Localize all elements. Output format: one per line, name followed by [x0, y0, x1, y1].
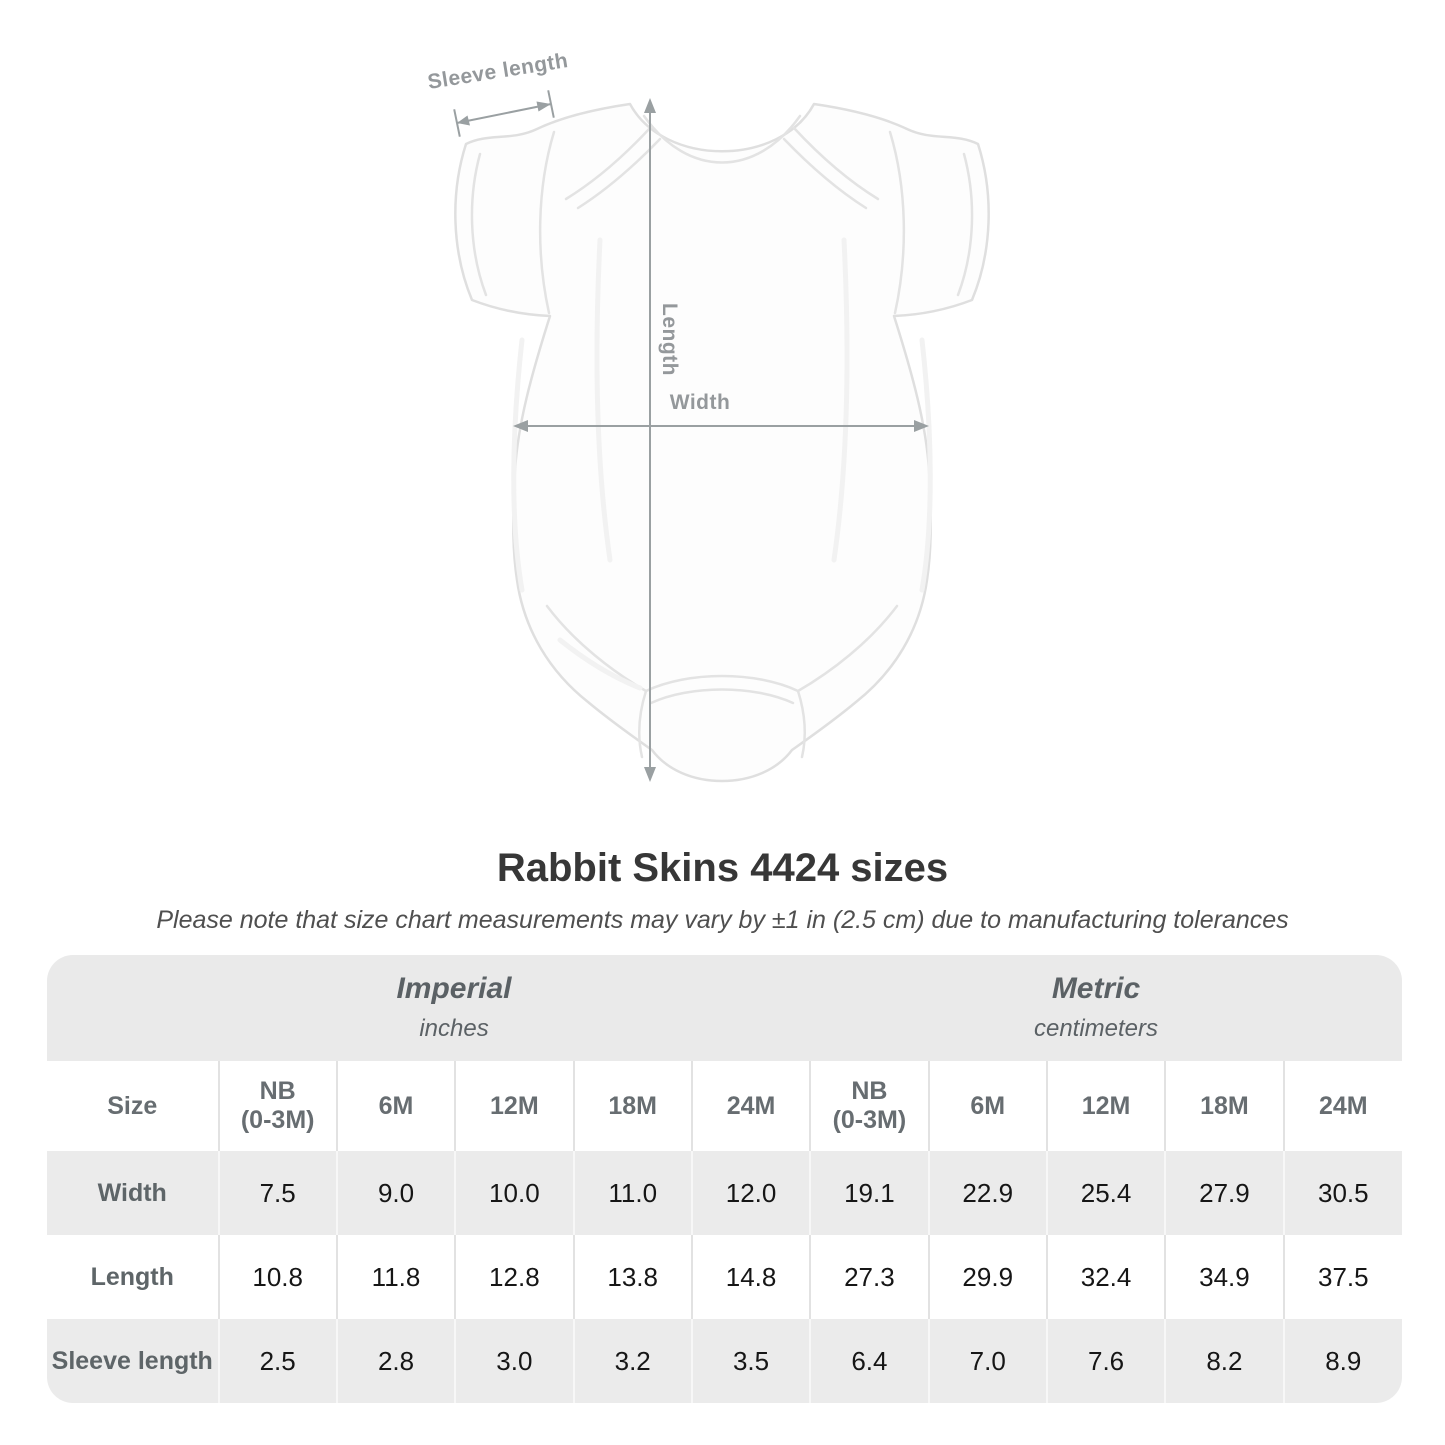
- width-value-cell: 30.5: [1284, 1151, 1402, 1235]
- sleeve-value-cell: 3.5: [692, 1319, 810, 1403]
- width-label: Width: [669, 391, 731, 414]
- row-label-width: Width: [47, 1151, 219, 1235]
- column-header-nb-imperial: NB (0-3M): [219, 1061, 337, 1151]
- width-value-cell: 12.0: [692, 1151, 810, 1235]
- column-header-12m-imperial: 12M: [455, 1061, 573, 1151]
- sleeve-length-row: [47, 1319, 1402, 1403]
- size-table: [47, 955, 1402, 1403]
- column-header-18m-metric: 18M: [1165, 1061, 1283, 1151]
- tolerance-note: Please note that size chart measurements may vary by ±1 in (2.5 cm) due to manufacturing tolerances: [156, 906, 1289, 934]
- column-header-6m-metric: 6M: [929, 1061, 1047, 1151]
- size-measurements-table: [47, 1061, 1402, 1403]
- column-header-12m-metric: 12M: [1047, 1061, 1165, 1151]
- length-value-cell: 29.9: [929, 1235, 1047, 1319]
- size-column-header: Size: [47, 1061, 219, 1151]
- width-value-cell: 25.4: [1047, 1151, 1165, 1235]
- metric-label: Metric: [1051, 972, 1141, 1005]
- length-value-cell: 13.8: [574, 1235, 692, 1319]
- length-value-cell: 32.4: [1047, 1235, 1165, 1319]
- length-value-cell: 37.5: [1284, 1235, 1402, 1319]
- width-value-cell: 27.9: [1165, 1151, 1283, 1235]
- sleeve-value-cell: 8.9: [1284, 1319, 1402, 1403]
- column-header-row: [47, 1061, 1402, 1151]
- length-value-cell: 14.8: [692, 1235, 810, 1319]
- length-label: Length: [658, 303, 681, 376]
- column-header-18m-imperial: 18M: [574, 1061, 692, 1151]
- column-header-24m-imperial: 24M: [692, 1061, 810, 1151]
- width-value-cell: 10.0: [455, 1151, 573, 1235]
- width-value-cell: 22.9: [929, 1151, 1047, 1235]
- width-value-cell: 7.5: [219, 1151, 337, 1235]
- metric-unit-label: centimeters: [1033, 1015, 1159, 1042]
- sleeve-value-cell: 2.8: [337, 1319, 455, 1403]
- width-value-cell: 9.0: [337, 1151, 455, 1235]
- length-value-cell: 27.3: [810, 1235, 928, 1319]
- sleeve-length-label: Sleeve length: [426, 49, 570, 94]
- sleeve-value-cell: 3.2: [574, 1319, 692, 1403]
- row-label-sleeve-length: Sleeve length: [47, 1319, 219, 1403]
- length-row: [47, 1235, 1402, 1319]
- width-value-cell: 19.1: [810, 1151, 928, 1235]
- page-title: Rabbit Skins 4424 sizes: [496, 846, 949, 890]
- length-value-cell: 34.9: [1165, 1235, 1283, 1319]
- unit-group-header: [47, 955, 1402, 1061]
- width-row: [47, 1151, 1402, 1235]
- width-value-cell: 11.0: [574, 1151, 692, 1235]
- length-value-cell: 10.8: [219, 1235, 337, 1319]
- length-value-cell: 12.8: [455, 1235, 573, 1319]
- imperial-label: Imperial: [396, 972, 512, 1005]
- column-header-6m-imperial: 6M: [337, 1061, 455, 1151]
- column-header-24m-metric: 24M: [1284, 1061, 1402, 1151]
- imperial-unit-label: inches: [419, 1015, 489, 1042]
- sleeve-value-cell: 2.5: [219, 1319, 337, 1403]
- onesie-body: [455, 104, 988, 781]
- metric-group-header: [1034, 972, 1158, 1043]
- sleeve-value-cell: 7.6: [1047, 1319, 1165, 1403]
- column-header-nb-metric: NB (0-3M): [810, 1061, 928, 1151]
- imperial-group-header: [396, 972, 511, 1043]
- length-value-cell: 11.8: [337, 1235, 455, 1319]
- sleeve-value-cell: 6.4: [810, 1319, 928, 1403]
- sleeve-value-cell: 8.2: [1165, 1319, 1283, 1403]
- sleeve-value-cell: 3.0: [455, 1319, 573, 1403]
- row-label-length: Length: [47, 1235, 219, 1319]
- sleeve-value-cell: 7.0: [929, 1319, 1047, 1403]
